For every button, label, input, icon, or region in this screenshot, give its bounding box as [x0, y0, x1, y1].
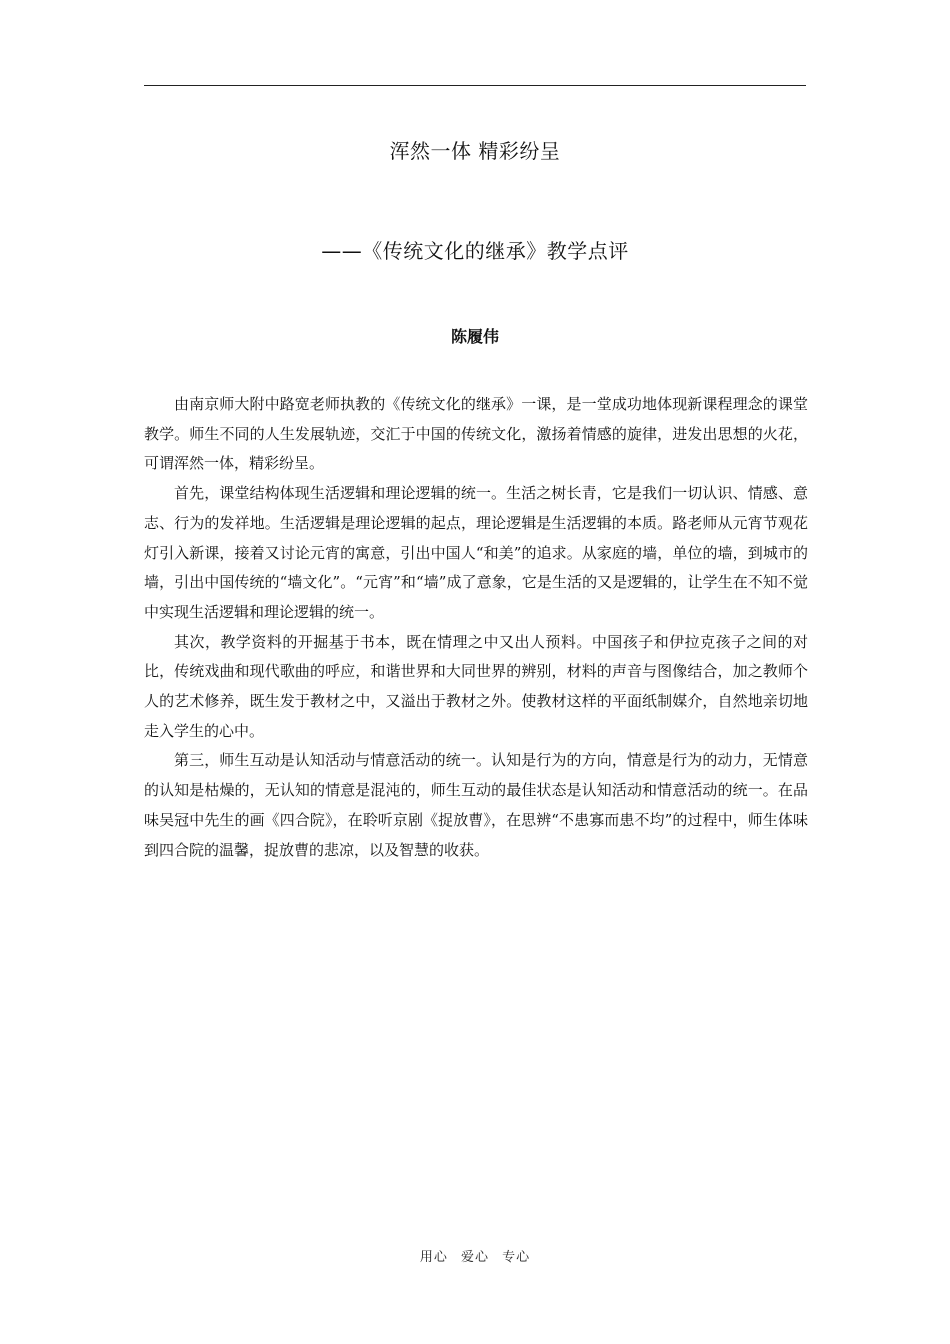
- paragraph: 由南京师大附中路宽老师执教的《传统文化的继承》一课，是一堂成功地体现新课程理念的课堂教学。师生不同的人生发展轨迹，交汇于中国的传统文化，激扬着情感的旋律，进发出思想的火花，可谓浑然一体，精彩纷呈。: [144, 395, 808, 473]
- author-name: 陈履伟: [450, 327, 499, 346]
- paragraph: 首先，课堂结构体现生活逻辑和理论逻辑的统一。生活之树长青，它是我们一切认识、情感、意志、行为的发祥地。生活逻辑是理论逻辑的起点，理论逻辑是生活逻辑的本质。路老师从元宵节观花灯引入新课，接着又讨论元宵的寓意，引出中国人“和美”的追求。从家庭的墙，单位的墙，到城市的墙，引出中国传统的“墙文化”。“元宵”和“墙”成了意象，它是生活的又是逻辑的，让学生在不知不觉中实现生活逻辑和理论逻辑的统一。: [144, 484, 808, 621]
- header-rule: [144, 85, 806, 86]
- paragraph: 其次，教学资料的开掘基于书本，既在情理之中又出人预料。中国孩子和伊拉克孩子之间的对比，传统戏曲和现代歌曲的呼应，和谐世界和大同世界的辨别，材料的声音与图像结合，加之教师个人的艺术修养，既生发于教材之中，又溢出于教材之外。使教材这样的平面纸制媒介，自然地亲切地走入学生的心中。: [144, 632, 808, 740]
- document-title: 浑然一体 精彩纷呈: [389, 139, 561, 163]
- document-subtitle: ——《传统文化的继承》教学点评: [321, 239, 629, 263]
- article-body: [144, 390, 808, 865]
- page-footer: 用心 爱心 专心: [419, 1250, 531, 1265]
- paragraph: 第三，师生互动是认知活动与情意活动的统一。认知是行为的方向，情意是行为的动力，无情意的认知是枯燥的，无认知的情意是混沌的，师生互动的最佳状态是认知活动和情意活动的统一。在品味吴冠中先生的画《四合院》，在聆听京剧《捉放曹》，在思辨“不患寡而患不均”的过程中，师生体味到四合院的温馨，捉放曹的悲凉，以及智慧的收获。: [144, 751, 808, 859]
